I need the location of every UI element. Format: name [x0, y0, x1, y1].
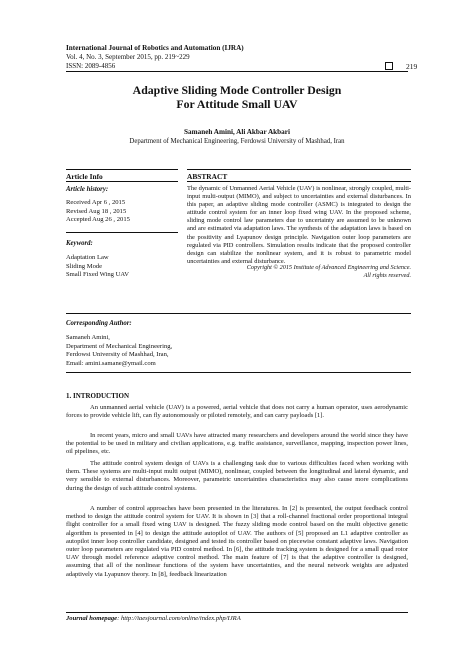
- info-top-rule: [66, 169, 178, 170]
- keyword-heading: Keyword:: [66, 240, 93, 247]
- intro-paragraph: The attitude control system design of UAVs is a challenging task due to various difficulties faced when working with them. These systems are multi-input multi output (MIMO), nonlinear, coupled between the longitudinal and lateral dynamic, and very sensible to external disturbances. Moreover, parametric uncertainties characteristics may also cause more complications during the design of such attitude control systems.: [66, 460, 408, 492]
- intro-paragraph: An unmanned aerial vehicle (UAV) is a powered, aerial vehicle that does not carry a human operator, uses aerodynamic forces to provide vehicle lift, can fly autonomously or piloted remotely, and can carry payloads [1].: [66, 404, 408, 420]
- keyword-item: Sliding Mode: [66, 262, 103, 270]
- authors: Samaneh Amini, Ali Akbar Akbari: [184, 128, 290, 136]
- volume-info: Vol. 4, No. 3, September 2015, pp. 219~229: [66, 53, 190, 61]
- history-heading: Article history:: [66, 186, 109, 193]
- corresponding-heading: Corresponding Author:: [66, 320, 132, 327]
- info-sub-rule: [66, 181, 178, 182]
- article-info-heading: Article Info: [66, 172, 103, 181]
- received-date: Received Apr 6 , 2015: [66, 199, 126, 206]
- header-rule: [66, 71, 408, 72]
- intro-heading: 1. INTRODUCTION: [66, 392, 130, 400]
- footer-rule: [66, 612, 408, 613]
- corresponding-details: [66, 334, 172, 368]
- journal-name: International Journal of Robotics and Automation (IJRA): [66, 44, 244, 52]
- square-icon: [385, 62, 393, 70]
- intro-paragraph: A number of control approaches have been presented in the literatures. In [2] is presented, the output feedback control method to design the attitude control system for UAV. It is shown in [3] that a roll-channel fractional order proportional integral flight controller for a small fixed wing UAV is designed. The fuzzy sliding mode control based on the multi objective genetic algorithm is presented in [4] to design the attitude autopilot of UAV. The authors of [5] proposed an L1 adaptive controller as autopilot inner loop controller candidate, designed and tested its controller based on piecewise constant adaptive laws. Navigation outer loop parameters are regulated via PID control method. In [6], the attitude tracking system is designed for a small quad rotor UAV through model reference adaptive control method. The main feature of [7] is that the adaptive controller is designed, assuming that all of the nonlinear functions of the system have uncertainties, and the neural network weights are adjusted adaptively via Lyapunov theory. In [8], feedback linearization: [66, 505, 408, 578]
- keyword-list: [66, 254, 129, 280]
- abstract-heading: ABSTRACT: [187, 172, 228, 181]
- author-name: Samaneh Amini,: [66, 334, 110, 341]
- homepage-label: Journal homepage: [66, 615, 118, 622]
- issn: ISSN: 2089-4856: [66, 62, 116, 70]
- title-line-1: Adaptive Sliding Mode Controller Design: [132, 83, 342, 97]
- department: Department of Mechanical Engineering, Ferdowsi University of Mashhad, Iran: [129, 138, 345, 145]
- corresponding-top-rule: [66, 313, 411, 314]
- page-number: 219: [406, 62, 418, 71]
- keyword-item: Adaptation Law: [66, 254, 109, 261]
- abstract-top-rule: [187, 169, 411, 170]
- journal-homepage: [66, 615, 241, 622]
- paper-title: [66, 84, 408, 111]
- revised-date: Revised Aug 18 , 2015: [66, 207, 127, 215]
- corresponding-bottom-rule: [66, 372, 411, 373]
- title-line-2: For Attitude Small UAV: [176, 96, 298, 111]
- accepted-date: Accepted Aug 26 , 2015: [66, 216, 130, 224]
- homepage-url[interactable]: : http://iaesjournal.com/online/index.php/IJRA: [117, 615, 241, 622]
- keyword-item: Small Fixed Wing UAV: [66, 271, 130, 279]
- history-rule: [66, 232, 178, 233]
- copyright-line: Copyright © 2015 Institute of Advanced Engineering and Science.: [246, 264, 411, 271]
- author-dept: Department of Mechanical Engineering,: [66, 342, 173, 350]
- abstract-text: The dynamic of Unmanned Aerial Vehicle (UAV) is nonlinear, strongly coupled, multi-input multi-output (MIMO), and subject to uncertainties and external disturbances. In this paper, an adaptive sliding mode controller (ASMC) is integrated to design the attitude control system for an inner loop fixed wing UAV. In the proposed scheme, sliding mode control law parameters due to uncertainty are assumed to be unknown and are estimated via adaptation laws. The synthesis of the adaptation laws is based on the positivity and Lyapunov design principle. Navigation outer loop parameters are regulated via PID controllers. Simulation results indicate that the proposed controller design can stabilize the nonlinear system, and it is robust to parametric model uncertainties and external disturbance.: [187, 185, 411, 265]
- author-univ: Ferdowsi University of Mashhad, Iran,: [66, 351, 169, 359]
- abstract-sub-rule: [187, 181, 411, 182]
- history-list: [66, 199, 130, 225]
- intro-paragraph: In recent years, micro and small UAVs have attracted many researchers and developers around the world since they have the potential to be used in military and civilian applications, e.g. traffic assistance, surveillance, mapping, inspection power lines, oil pipelines, etc.: [66, 432, 408, 456]
- rights-line: All rights reserved.: [363, 272, 411, 279]
- copyright: [187, 264, 411, 280]
- author-email: Email: amini.samane@ymail.com: [66, 359, 156, 367]
